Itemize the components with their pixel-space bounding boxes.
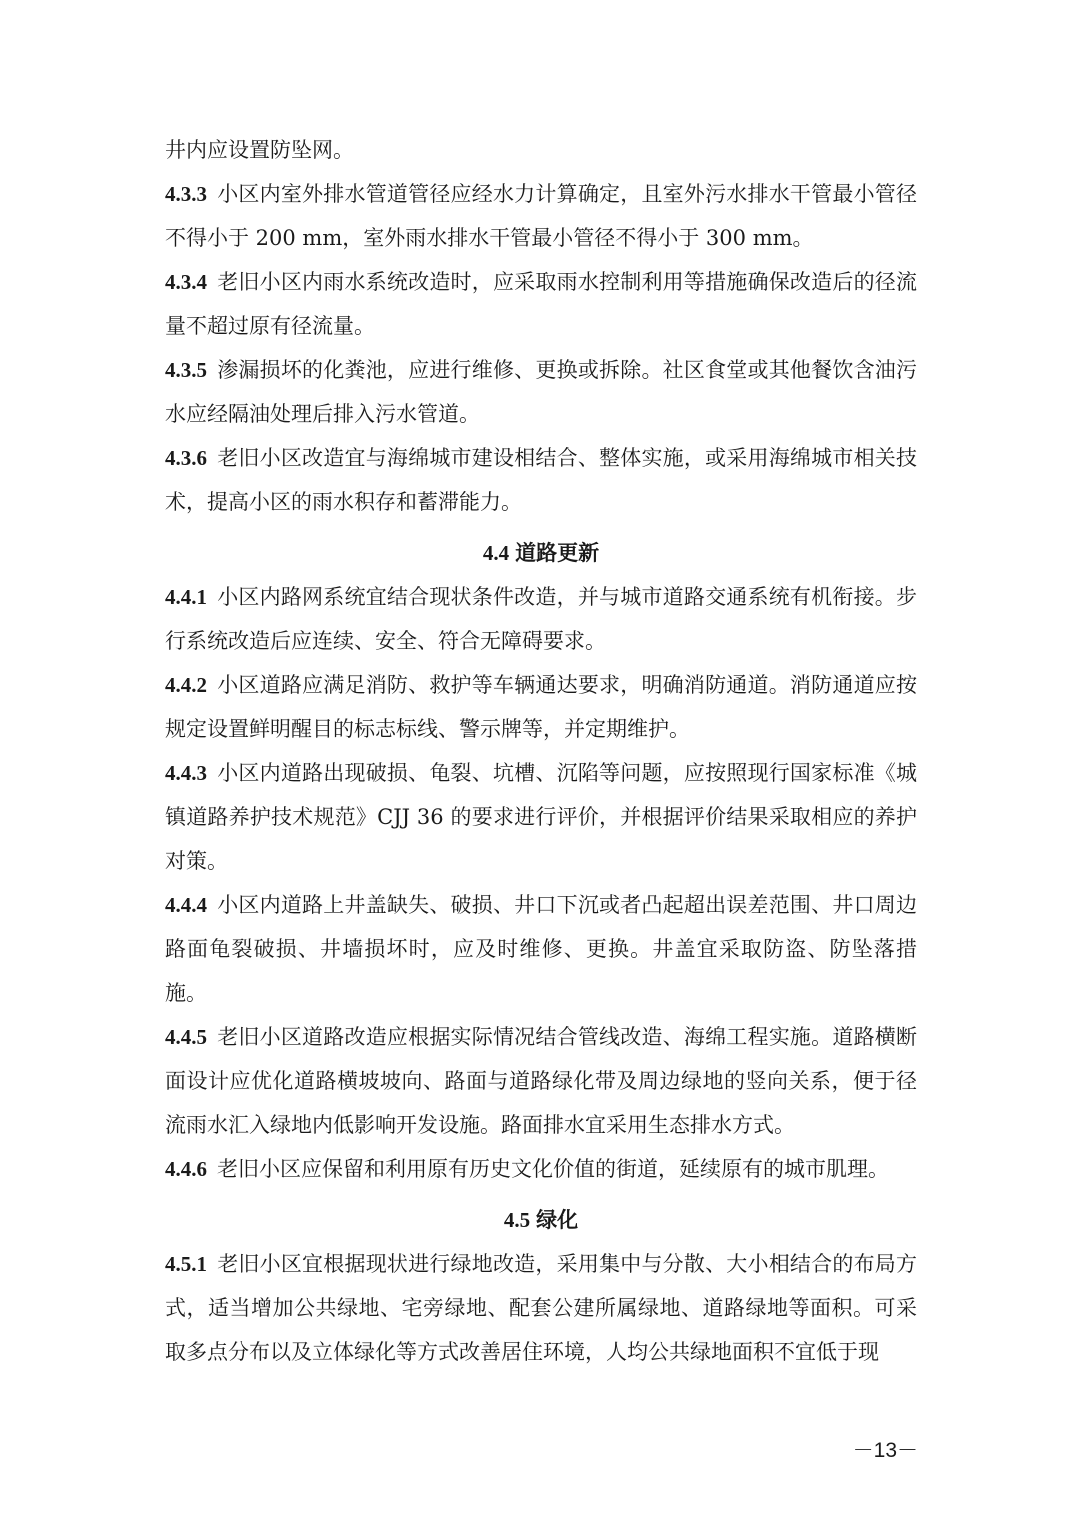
section-title: 绿化 — [536, 1207, 579, 1232]
clause-number: 4.3.5 — [165, 358, 207, 382]
clause-text: 渗漏损坏的化粪池，应进行维修、更换或拆除。社区食堂或其他餐饮含油污水应经隔油处理后排入污水管道。 — [165, 358, 917, 426]
section-number: 4.5 — [503, 1208, 531, 1232]
clause-number: 4.5.1 — [165, 1252, 207, 1276]
clause-number: 4.3.4 — [165, 270, 207, 294]
clause-4-4-1 — [165, 575, 917, 663]
clause-4-4-4 — [165, 883, 917, 1015]
section-number: 4.4 — [482, 541, 510, 565]
section-title: 道路更新 — [515, 540, 600, 565]
clause-number: 4.3.6 — [165, 446, 207, 470]
clause-text: 老旧小区应保留和利用原有历史文化价值的街道，延续原有的城市肌理。 — [217, 1157, 889, 1181]
clause-4-4-3 — [165, 751, 917, 883]
clause-4-4-6 — [165, 1147, 917, 1191]
clause-4-3-3 — [165, 172, 917, 260]
clause-number: 4.3.3 — [165, 182, 207, 206]
clause-4-4-2 — [165, 663, 917, 751]
clause-text: 老旧小区道路改造应根据实际情况结合管线改造、海绵工程实施。道路横断面设计应优化道路横坡坡向、路面与道路绿化带及周边绿地的竖向关系，便于径流雨水汇入绿地内低影响开发设施。路面排水宜采用生态排水方式。 — [165, 1025, 917, 1137]
paragraph-continuation — [165, 128, 917, 172]
clause-text: 老旧小区宜根据现状进行绿地改造，采用集中与分散、大小相结合的布局方式，适当增加公共绿地、宅旁绿地、配套公建所属绿地、道路绿地等面积。可采取多点分布以及立体绿化等方式改善居住环境，人均公共绿地面积不宜低于现 — [165, 1252, 917, 1364]
clause-text: 小区内道路出现破损、龟裂、坑槽、沉陷等问题，应按照现行国家标准《城镇道路养护技术规范》CJJ 36 的要求进行评价，并根据评价结果采取相应的养护对策。 — [165, 761, 917, 873]
clause-text: 小区道路应满足消防、救护等车辆通达要求，明确消防通道。消防通道应按规定设置鲜明醒目的标志标线、警示牌等，并定期维护。 — [165, 673, 917, 741]
document-body — [165, 128, 917, 1374]
clause-4-3-5 — [165, 348, 917, 436]
clause-text: 小区内室外排水管道管径应经水力计算确定，且室外污水排水干管最小管径不得小于 200 mm，室外雨水排水干管最小管径不得小于 300 mm。 — [165, 182, 917, 250]
clause-4-3-4 — [165, 260, 917, 348]
clause-4-5-1 — [165, 1242, 917, 1374]
clause-number: 4.4.4 — [165, 893, 207, 917]
clause-number: 4.4.2 — [165, 673, 207, 697]
clause-number: 4.4.3 — [165, 761, 207, 785]
clause-number: 4.4.1 — [165, 585, 207, 609]
clause-4-4-5 — [165, 1015, 917, 1147]
clause-text: 老旧小区改造宜与海绵城市建设相结合、整体实施，或采用海绵城市相关技术，提高小区的雨水积存和蓄滞能力。 — [165, 446, 917, 514]
section-heading-4-5 — [165, 1198, 917, 1242]
section-heading-4-4 — [165, 531, 917, 575]
paragraph-text: 井内应设置防坠网。 — [165, 138, 354, 162]
clause-text: 小区内路网系统宜结合现状条件改造，并与城市道路交通系统有机衔接。步行系统改造后应连续、安全、符合无障碍要求。 — [165, 585, 917, 653]
clause-text: 小区内道路上井盖缺失、破损、井口下沉或者凸起超出误差范围、井口周边路面龟裂破损、井墙损坏时，应及时维修、更换。井盖宜采取防盗、防坠落措施。 — [165, 893, 917, 1005]
clause-number: 4.4.6 — [165, 1157, 207, 1181]
page-number: －13－ — [852, 1439, 918, 1462]
clause-4-3-6 — [165, 436, 917, 524]
clause-text: 老旧小区内雨水系统改造时，应采取雨水控制利用等措施确保改造后的径流量不超过原有径流量。 — [165, 270, 917, 338]
clause-number: 4.4.5 — [165, 1025, 207, 1049]
